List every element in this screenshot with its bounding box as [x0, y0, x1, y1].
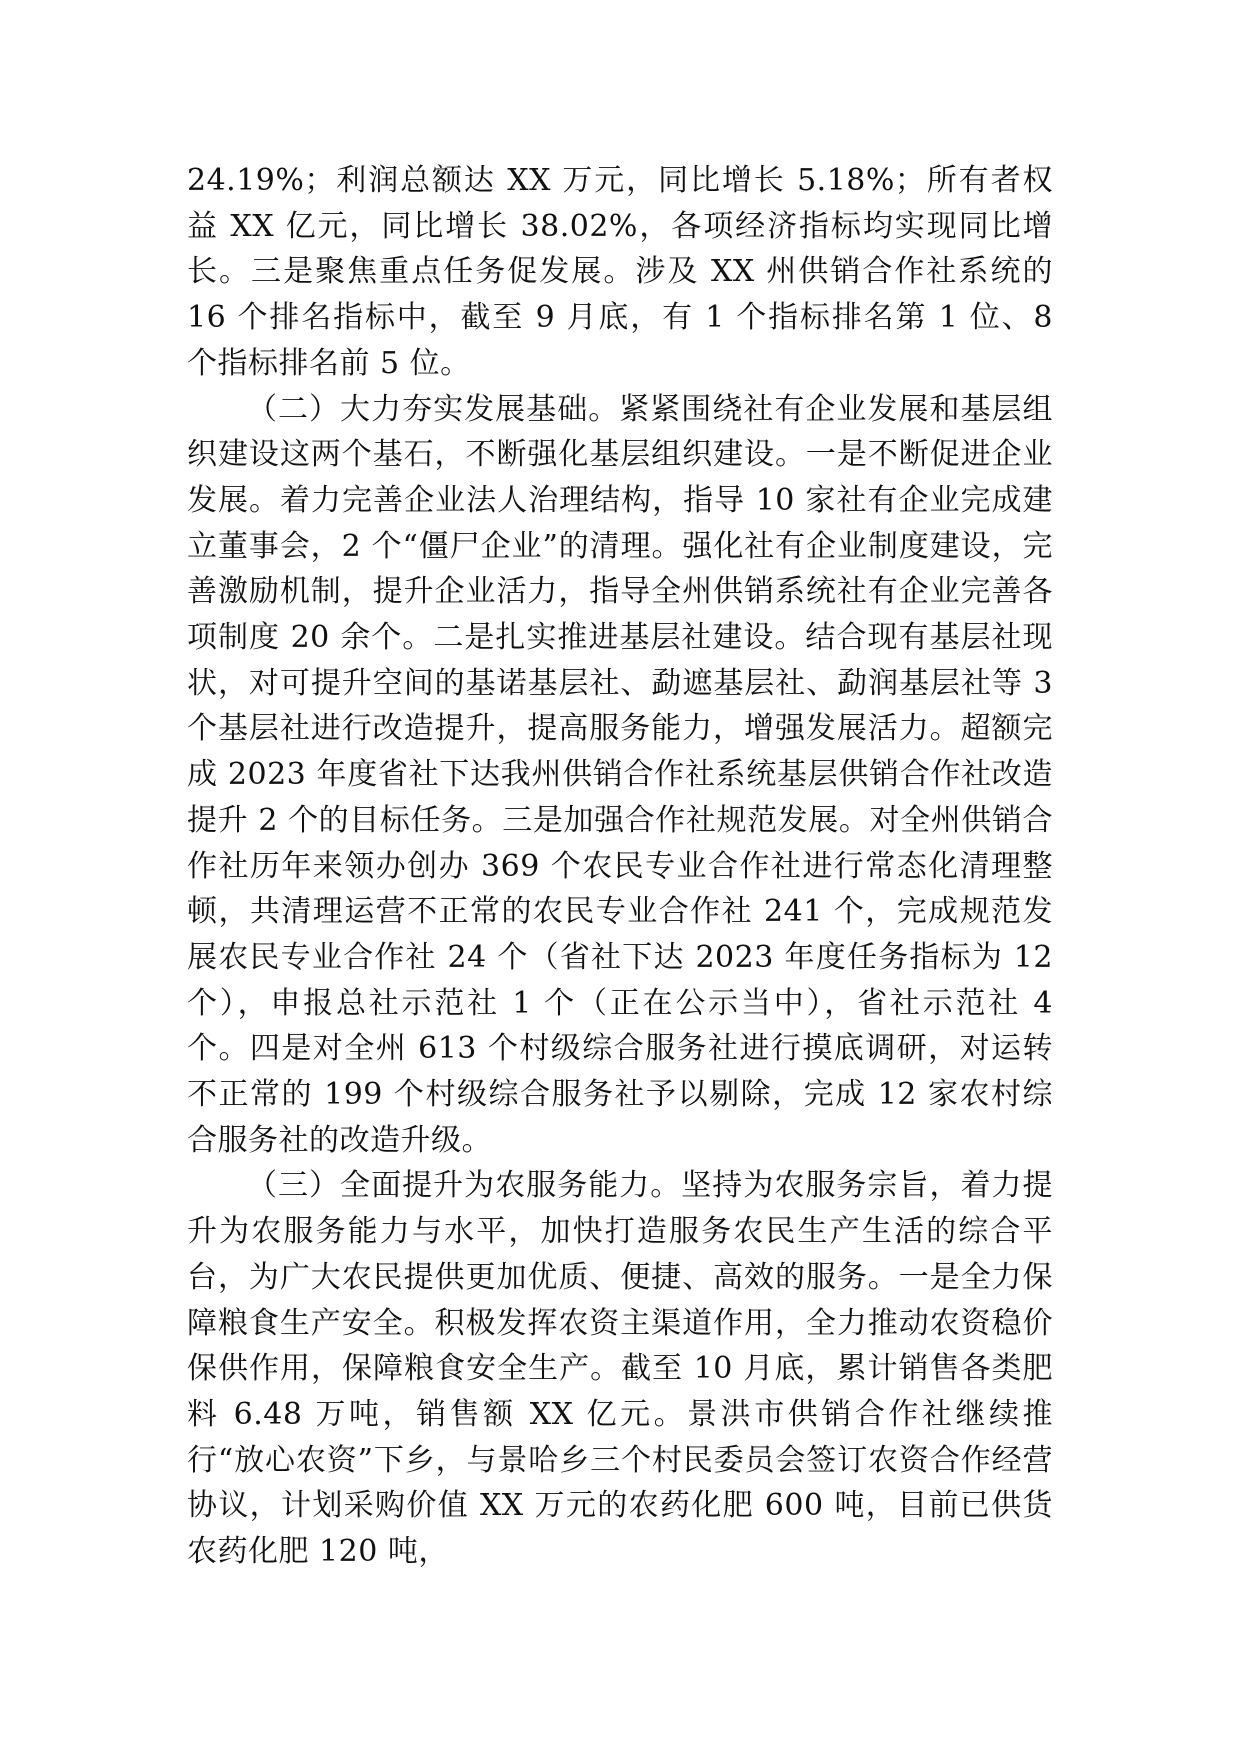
paragraph-development-foundation: （二）大力夯实发展基础。紧紧围绕社有企业发展和基层组织建设这两个基石，不断强化基层组织建设。一是不断促进企业发展。着力完善企业法人治理结构，指导 10 家社有企业完成建立董事会，2 个“僵尸企业”的清理。强化社有企业制度建设，完善激励机制，提升企业活力，指导全州供销系统社有企业完善各项制度 20 余个。二是扎实推进基层社建设。结合现有基层社现状，对可提升空间的基诺基层社、勐遮基层社、勐润基层社等 3 个基层社进行改造提升，提高服务能力，增强发展活力。超额完成 2023 年度省社下达我州供销合作社系统基层供销合作社改造提升 2 个的目标任务。三是加强合作社规范发展。对全州供销合作社历年来领办创办 369 个农民专业合作社进行常态化清理整顿，共清理运营不正常的农民专业合作社 241 个，完成规范发展农民专业合作社 24 个（省社下达 2023 年度任务指标为 12 个），申报总社示范社 1 个（正在公示当中），省社示范社 4 个。四是对全州 613 个村级综合服务社进行摸底调研，对运转不正常的 199 个村级综合服务社予以剔除，完成 12 家农村综合服务社的改造升级。 — [187, 391, 1053, 1158]
document-body — [187, 158, 1053, 1575]
paragraph-agricultural-services: （三）全面提升为农服务能力。坚持为农服务宗旨，着力提升为农服务能力与水平，加快打造服务农民生产生活的综合平台，为广大农民提供更加优质、便捷、高效的服务。一是全力保障粮食生产安全。积极发挥农资主渠道作用，全力推动农资稳价保供作用，保障粮食安全生产。截至 10 月底，累计销售各类肥料 6.48 万吨，销售额 XX 亿元。景洪市供销合作社继续推行“放心农资”下乡，与景哈乡三个村民委员会签订农资合作经营协议，计划采购价值 XX 万元的农药化肥 600 吨，目前已供货农药化肥 120 吨， — [187, 1168, 1053, 1570]
paragraph-economic-indicators: 24.19%；利润总额达 XX 万元，同比增长 5.18%；所有者权益 XX 亿元，同比增长 38.02%，各项经济指标均实现同比增长。三是聚焦重点任务促发展。涉及 XX 州供销合作社系统的 16 个排名指标中，截至 9 月底，有 1 个指标排名第 1 位、8 个指标排名前 5 位。 — [187, 163, 1053, 381]
